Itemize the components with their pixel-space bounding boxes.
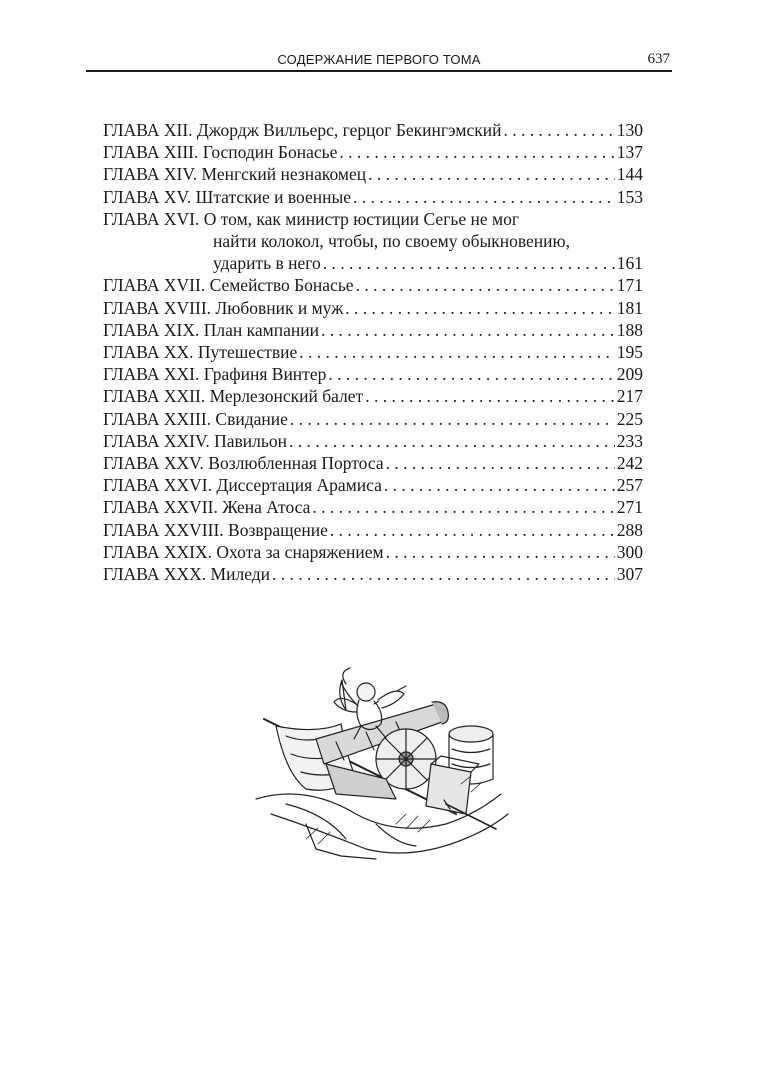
toc-entry-page: 217	[616, 386, 643, 407]
leader-dots	[386, 541, 615, 563]
table-of-contents	[103, 119, 643, 585]
toc-entry-page: 195	[616, 342, 643, 363]
toc-entry-label: ГЛАВА XXV. Возлюбленная Портоса	[103, 453, 384, 474]
leader-dots	[330, 519, 615, 541]
leader-dots	[503, 119, 614, 141]
leader-dots	[290, 408, 615, 430]
toc-entry-label: ГЛАВА XII. Джордж Вилльерс, герцог Бекингэмский	[103, 120, 502, 140]
leader-dots	[356, 274, 615, 296]
toc-entry-label: ГЛАВА XIX. План кампании	[103, 319, 319, 340]
toc-entry-page: 257	[616, 475, 643, 496]
toc-entry[interactable]	[103, 319, 643, 341]
toc-entry-label: ГЛАВА XXIV. Павильон	[103, 430, 287, 451]
toc-entry[interactable]	[103, 363, 643, 385]
toc-entry-label: ГЛАВА XXI. Графиня Винтер	[103, 364, 327, 385]
toc-entry-page: 225	[616, 408, 643, 429]
toc-entry-page: 144	[616, 164, 643, 185]
toc-entry[interactable]	[103, 430, 643, 452]
toc-entry[interactable]	[103, 274, 643, 296]
toc-entry-label: ГЛАВА XXX. Миледи	[103, 564, 271, 585]
leader-dots	[289, 430, 615, 452]
toc-entry[interactable]	[103, 385, 643, 407]
toc-entry[interactable]	[103, 563, 643, 585]
toc-entry-label: ГЛАВА XVII. Семейство Бонасье	[103, 275, 354, 296]
toc-entry-page: 137	[616, 142, 643, 163]
toc-entry[interactable]	[103, 163, 643, 185]
toc-entry-page: 171	[616, 275, 643, 296]
toc-entry[interactable]	[103, 119, 643, 141]
toc-entry-label: ГЛАВА XVIII. Любовник и муж	[103, 297, 344, 318]
leader-dots	[321, 319, 615, 341]
toc-entry[interactable]	[103, 408, 643, 430]
toc-entry-label-line: найти колокол, чтобы, по своему обыкновению,	[213, 231, 570, 252]
toc-entry-page: 161	[616, 253, 643, 274]
toc-entry-page: 288	[616, 519, 643, 540]
toc-entry-label: ГЛАВА XXVI. Диссертация Арамиса	[103, 475, 382, 496]
toc-entry[interactable]	[103, 474, 643, 496]
toc-entry-page: 233	[616, 430, 643, 451]
toc-entry-page: 181	[616, 297, 643, 318]
toc-entry-label-line: ГЛАВА XVI. О том, как министр юстиции Сегье не мог	[103, 208, 520, 229]
leader-dots	[384, 474, 615, 496]
toc-entry-label: ГЛАВА XX. Путешествие	[103, 342, 298, 363]
leader-dots	[345, 297, 614, 319]
toc-entry[interactable]	[103, 341, 643, 363]
leader-dots	[339, 141, 614, 163]
toc-entry-page: 153	[616, 186, 643, 207]
toc-entry-label: ГЛАВА XIII. Господин Бонасье	[103, 142, 338, 163]
leader-dots	[323, 252, 615, 274]
toc-entry-page: 188	[616, 319, 643, 340]
toc-entry-multiline[interactable]	[103, 208, 643, 275]
page-number: 637	[647, 51, 670, 67]
toc-entry[interactable]	[103, 141, 643, 163]
toc-entry-label: ГЛАВА XXIII. Свидание	[103, 408, 288, 429]
leader-dots	[353, 186, 615, 208]
leader-dots	[272, 563, 615, 585]
toc-entry-last-line	[103, 252, 643, 274]
cupid-cannon-engraving-icon	[246, 664, 514, 864]
leader-dots	[328, 363, 614, 385]
leader-dots	[312, 496, 614, 518]
toc-entry[interactable]	[103, 496, 643, 518]
toc-entry[interactable]	[103, 519, 643, 541]
toc-entry-label: ГЛАВА XV. Штатские и военные	[103, 186, 351, 207]
leader-dots	[365, 385, 615, 407]
toc-entry-page: 271	[616, 497, 643, 518]
leader-dots	[386, 452, 615, 474]
running-header	[86, 50, 672, 72]
toc-entry-page: 209	[616, 364, 643, 385]
toc-entry-label: ГЛАВА XXVIII. Возвращение	[103, 519, 328, 540]
toc-entry[interactable]	[103, 186, 643, 208]
toc-entry[interactable]	[103, 541, 643, 563]
toc-entry-label: ГЛАВА XXVII. Жена Атоса	[103, 497, 311, 518]
leader-dots	[299, 341, 615, 363]
toc-entry[interactable]	[103, 452, 643, 474]
leader-dots	[368, 163, 615, 185]
toc-entry-page: 130	[616, 120, 643, 140]
toc-entry-label: ГЛАВА XIV. Менгский незнакомец	[103, 164, 367, 185]
toc-entry-page: 307	[616, 564, 643, 585]
toc-entry-label: ГЛАВА XXII. Мерлезонский балет	[103, 386, 364, 407]
toc-entry-page: 242	[616, 453, 643, 474]
header-title: СОДЕРЖАНИЕ ПЕРВОГО ТОМА	[277, 52, 481, 67]
toc-entry-label: ГЛАВА XXIX. Охота за снаряжением	[103, 541, 384, 562]
toc-entry[interactable]	[103, 297, 643, 319]
toc-entry-label-line: ударить в него	[213, 253, 321, 274]
toc-entry-page: 300	[616, 541, 643, 562]
